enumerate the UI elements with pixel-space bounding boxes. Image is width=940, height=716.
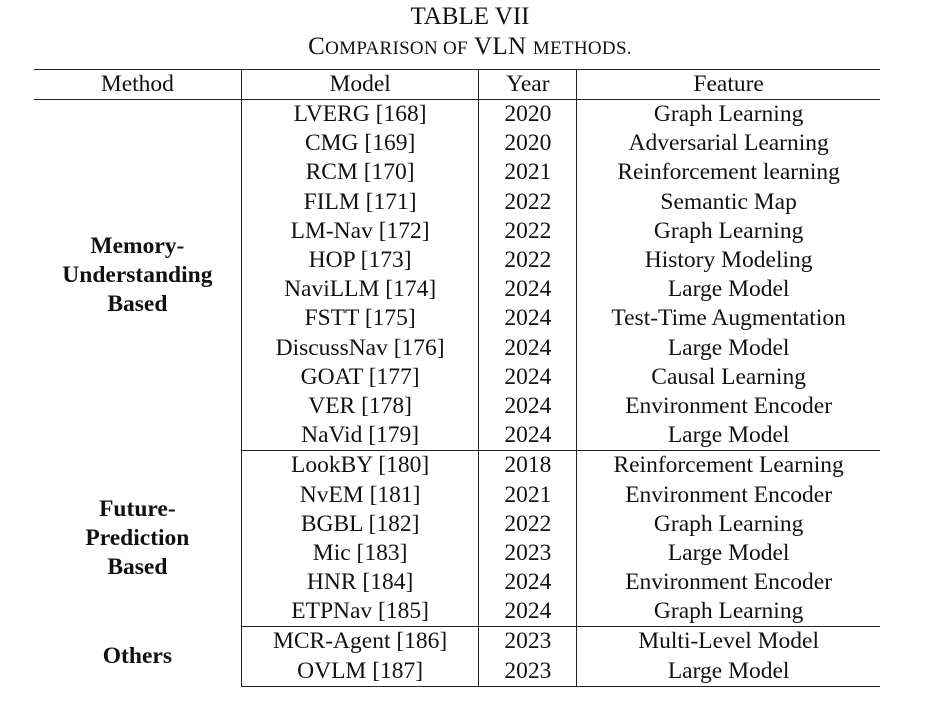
cell-feature: Environment Encoder [625, 481, 833, 508]
cell-feature: Reinforcement Learning [613, 452, 844, 479]
header-model: Model [241, 70, 479, 100]
cell-feature: Large Model [577, 657, 880, 687]
table-row [34, 451, 880, 481]
method-group-label-line: Based [107, 290, 168, 317]
cell-year: 2021 [479, 158, 577, 187]
cell-feature: Graph Learning [653, 510, 804, 537]
cell-year: 2024 [479, 275, 577, 304]
caption-prefix-cap: C [308, 33, 326, 60]
table-title-block [0, 0, 940, 64]
cell-model: NvEM [181] [241, 480, 479, 509]
cell-model: NaVid [179] [241, 421, 479, 451]
cell-feature: Environment Encoder [625, 392, 833, 419]
cell-feature: Graph Learning [577, 597, 880, 627]
method-group-label-line: Understanding [62, 261, 213, 288]
header-feature: Feature [577, 70, 880, 100]
method-group-cell [34, 100, 241, 451]
cell-year: 2024 [479, 334, 577, 363]
cell-model: CMG [169] [241, 129, 479, 158]
header-method: Method [34, 70, 241, 100]
header-row [34, 70, 880, 100]
cell-feature: Reinforcement learning [617, 159, 840, 186]
header-year: Year [479, 70, 577, 100]
cell-feature: Large Model [577, 421, 880, 451]
method-group-cell [34, 627, 241, 686]
vln-comparison-table [34, 69, 880, 687]
cell-model: LVERG [168] [241, 100, 479, 130]
cell-year: 2021 [479, 480, 577, 509]
method-group-label-line: Others [102, 643, 172, 670]
cell-year: 2022 [479, 246, 577, 275]
cell-model: HOP [173] [241, 246, 479, 275]
cell-year: 2024 [479, 304, 577, 333]
table-header [34, 70, 880, 100]
cell-model: FSTT [175] [241, 304, 479, 333]
cell-feature: History Modeling [644, 247, 813, 274]
cell-model: Mic [183] [241, 539, 479, 568]
cell-year: 2018 [479, 451, 577, 481]
cell-model: BGBL [182] [241, 510, 479, 539]
cell-model: RCM [170] [241, 158, 479, 187]
cell-feature: Test-Time Augmentation [611, 305, 846, 332]
cell-year: 2024 [479, 597, 577, 627]
cell-year: 2023 [479, 657, 577, 687]
cell-year: 2024 [479, 363, 577, 392]
cell-year: 2024 [479, 392, 577, 421]
cell-model: LookBY [180] [241, 451, 479, 481]
cell-year: 2024 [479, 568, 577, 597]
method-group-label-line: Prediction [85, 525, 190, 552]
table-row [34, 100, 880, 130]
method-group-label-line: Memory- [90, 232, 185, 259]
cell-feature: Multi-Level Model [638, 628, 820, 655]
cell-feature: Causal Learning [651, 363, 806, 390]
cell-model: FILM [171] [241, 188, 479, 217]
cell-model: LM-Nav [172] [241, 217, 479, 246]
cell-year: 2023 [479, 627, 577, 657]
cell-model: NaviLLM [174] [241, 275, 479, 304]
caption-suffix-smallcaps: METHODS. [532, 38, 632, 59]
cell-model: ETPNav [185] [241, 597, 479, 627]
cell-feature: Environment Encoder [625, 569, 833, 596]
method-group-label-line: Based [107, 554, 168, 581]
table-row [34, 627, 880, 657]
cell-feature: Large Model [667, 334, 790, 361]
cell-feature: Large Model [667, 539, 790, 566]
cell-model: MCR-Agent [186] [241, 627, 479, 657]
cell-model: HNR [184] [241, 568, 479, 597]
cell-year: 2023 [479, 539, 577, 568]
cell-year: 2024 [479, 421, 577, 451]
cell-model: DiscussNav [176] [241, 334, 479, 363]
method-group-label-line: Future- [99, 496, 176, 523]
cell-feature: Graph Learning [653, 101, 804, 128]
cell-model: OVLM [187] [241, 657, 479, 687]
caption-prefix-smallcaps: OMPARISON OF [325, 38, 468, 59]
cell-feature: Large Model [667, 276, 790, 303]
cell-year: 2020 [479, 100, 577, 130]
cell-year: 2020 [479, 129, 577, 158]
cell-feature: Graph Learning [653, 217, 804, 244]
cell-feature: Semantic Map [660, 188, 797, 215]
cell-year: 2022 [479, 510, 577, 539]
cell-model: VER [178] [241, 392, 479, 421]
cell-year: 2022 [479, 217, 577, 246]
cell-model: GOAT [177] [241, 363, 479, 392]
cell-feature: Adversarial Learning [628, 130, 829, 157]
caption-vln: VLN [474, 33, 527, 60]
table-caption [0, 32, 940, 64]
table-body [34, 100, 880, 687]
table-number: TABLE VII [410, 3, 530, 30]
cell-year: 2022 [479, 188, 577, 217]
method-group-cell [34, 451, 241, 627]
